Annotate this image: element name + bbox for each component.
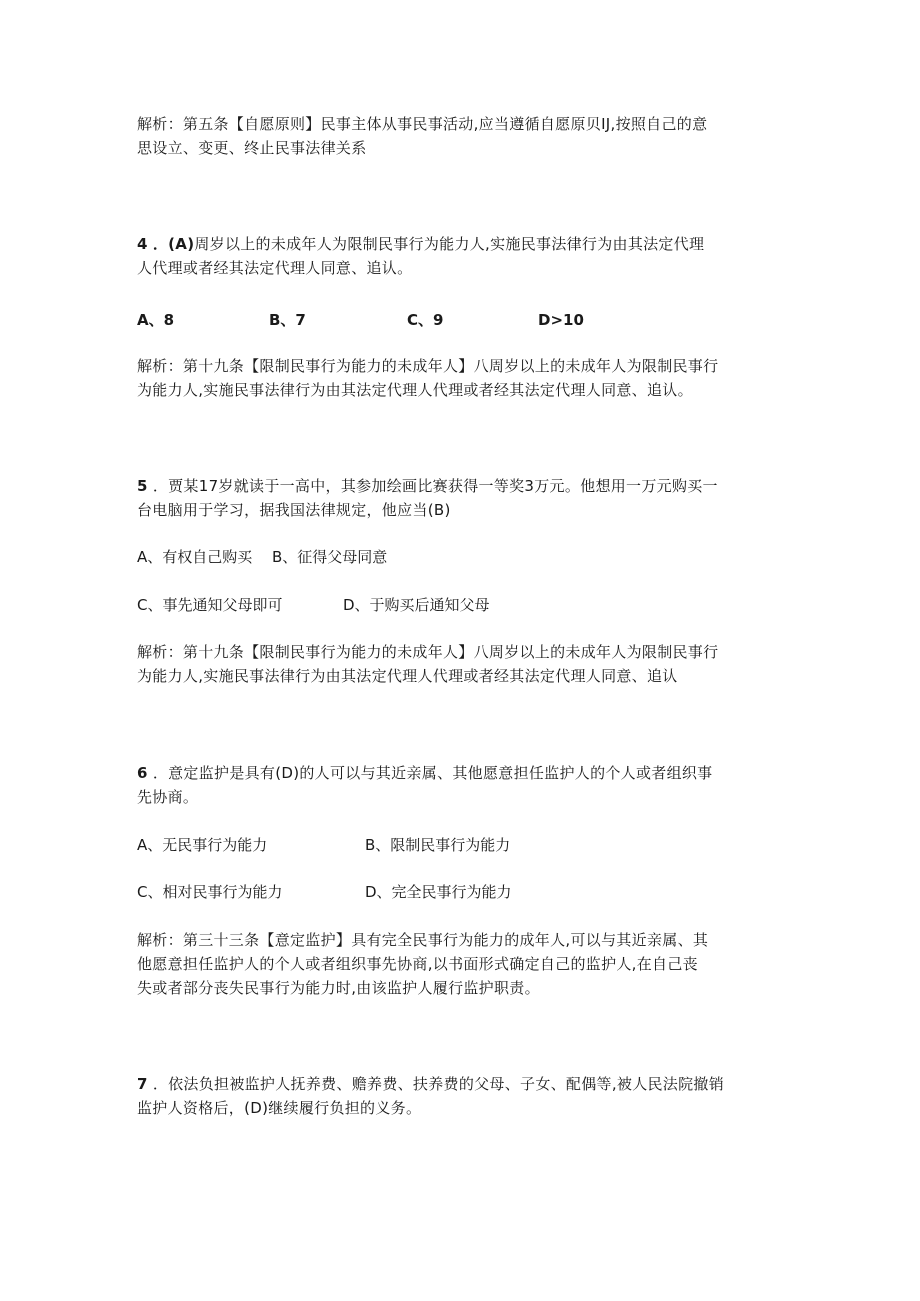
question-6-options-row-1: [137, 833, 787, 857]
question-5-line-1: [137, 474, 787, 498]
analysis-q4: [137, 354, 787, 402]
question-5-option-a: A、有权自己购买: [137, 548, 253, 566]
question-5-line-2: 台电脑用于学习，据我国法律规定，他应当(B): [137, 501, 451, 519]
analysis-q4-line-2: 为能力人,实施民事法律行为由其法定代理人代理或者经其法定代理人同意、追认。: [137, 381, 693, 399]
question-7-number: 7: [137, 1075, 148, 1093]
analysis-q6-line-1: 解析：第三十三条【意定监护】具有完全民事行为能力的成年人,可以与其近亲属、其: [137, 931, 709, 949]
question-5-text: ．贾某17岁就读于一高中，其参加绘画比赛获得一等奖3万元。他想用一万元购买一: [152, 477, 718, 495]
question-6-text: ．意定监护是具有(D)的人可以与其近亲属、其他愿意担任监护人的个人或者组织事: [152, 764, 713, 782]
question-6-number: 6: [137, 764, 148, 782]
analysis-q5-line-2: 为能力人,实施民事法律行为由其法定代理人代理或者经其法定代理人同意、追认: [137, 667, 678, 685]
question-6-option-d: D、完全民事行为能力: [365, 883, 512, 901]
question-7-line-1: [137, 1072, 787, 1096]
question-4-text: 周岁以上的未成年人为限制民事行为能力人,实施民事法律行为由其法定代理: [194, 235, 705, 253]
question-6-option-c: C、相对民事行为能力: [137, 883, 283, 901]
question-5: [137, 474, 787, 522]
question-6-option-b: B、限制民事行为能力: [365, 836, 511, 854]
analysis-q3: [137, 112, 787, 160]
question-5-option-b: B、征得父母同意: [272, 548, 388, 566]
question-6-line-1: [137, 761, 787, 785]
question-6-option-a: A、无民事行为能力: [137, 836, 268, 854]
question-4-option-d: D>10: [538, 311, 584, 329]
question-4-line-1: [137, 232, 787, 256]
question-4-line-2: 人代理或者经其法定代理人同意、追认。: [137, 259, 413, 277]
question-5-number: 5: [137, 477, 148, 495]
question-4: [137, 232, 787, 280]
analysis-q5: [137, 640, 787, 688]
question-4-number: 4: [137, 235, 148, 253]
question-5-option-d: D、于购买后通知父母: [343, 596, 490, 614]
question-5-option-c: C、事先通知父母即可: [137, 596, 283, 614]
question-4-answer: ．(A): [152, 235, 195, 253]
question-6-line-2: 先协商。: [137, 788, 199, 806]
question-6: [137, 761, 787, 809]
question-4-option-a: A、8: [137, 311, 175, 329]
question-5-options-row-2: [137, 593, 787, 617]
analysis-q6: [137, 928, 787, 1000]
analysis-q3-line-2: 思设立、变更、终止民事法律关系: [137, 139, 367, 157]
question-7: [137, 1072, 787, 1120]
question-5-options-row-1: [137, 545, 787, 569]
analysis-q6-line-3: 失或者部分丧失民事行为能力时,由该监护人履行监护职责。: [137, 979, 540, 997]
question-7-line-2: 监护人资格后，(D)继续履行负担的义务。: [137, 1099, 422, 1117]
question-4-option-c: C、9: [407, 311, 444, 329]
analysis-q6-line-2: 他愿意担任监护人的个人或者组织事先协商,以书面形式确定自己的监护人,在自己丧: [137, 955, 698, 973]
analysis-q5-line-1: 解析：第十九条【限制民事行为能力的未成年人】八周岁以上的未成年人为限制民事行: [137, 643, 719, 661]
question-4-option-b: B、7: [269, 311, 306, 329]
analysis-q3-line-1: 解析：第五条【自愿原则】民事主体从事民事活动,应当遵循自愿原贝IJ,按照自己的意: [137, 115, 708, 133]
question-4-options: [137, 308, 787, 332]
analysis-q4-line-1: 解析：第十九条【限制民事行为能力的未成年人】八周岁以上的未成年人为限制民事行: [137, 357, 719, 375]
question-6-options-row-2: [137, 880, 787, 904]
question-7-text: ．依法负担被监护人抚养费、赡养费、扶养费的父母、子女、配偶等,被人民法院撤销: [152, 1075, 724, 1093]
